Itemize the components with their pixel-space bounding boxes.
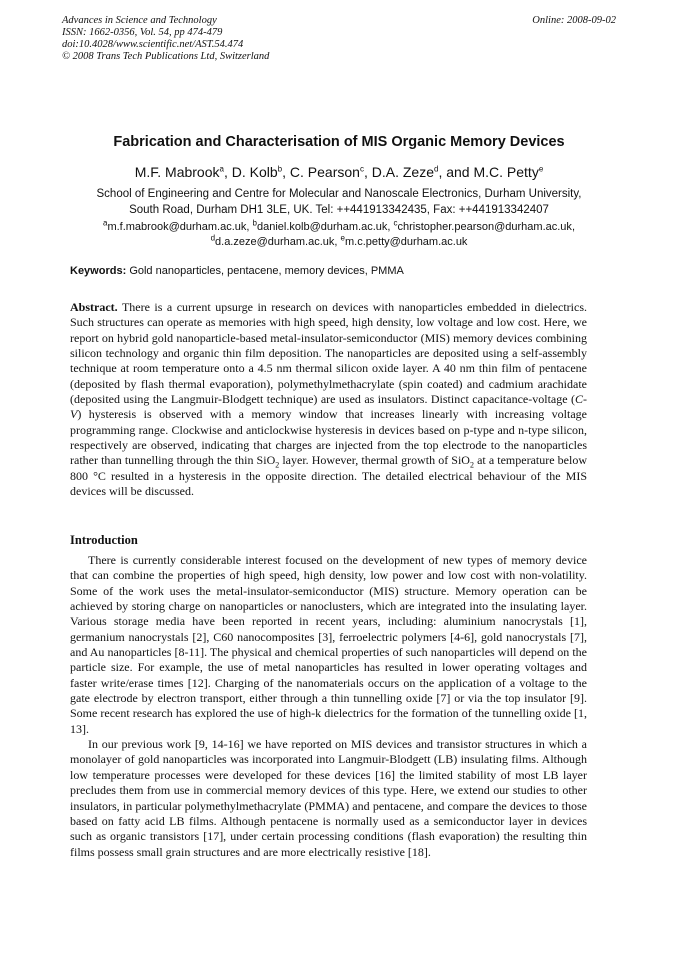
- paper-title: Fabrication and Characterisation of MIS Organic Memory Devices: [113, 134, 565, 150]
- intro-heading: Introduction: [70, 533, 138, 547]
- keywords-label: Keywords:: [70, 265, 127, 277]
- journal-header: [62, 15, 269, 63]
- introduction: [70, 553, 587, 860]
- paragraph: There is currently considerable interest focused on the development of new types of memory device that can combine the properties of high speed, high density, low power and low cost with non-volatility. Some of the work uses the metal-insulator-semiconductor (MIS) structure. Memory operation can be achieved by storing charge on nanoparticles or nanoclusters, which are integrated into the insulating layer. Various storage media have been reported in recent years, including: aluminium nanocrystals [1], germanium nanocrystals [2], C60 nanocomposites [3], ferroelectric polymers [4-6], gold nanocrystals [7], and Au nanoparticles [8-11]. The physical and chemical properties of such nanoparticles will depend on the particle size. For example, the use of metal nanoparticles has resulted in lower operating voltages and faster write/erase times [12]. Charging of the nanomaterials occurs on the application of a voltage to the gate electrode by electron transport, either through a thin tunnelling oxide [7] or via the top insulator [9]. Some recent research has explored the use of high-k dielectrics for the formation of the tunnelling oxide [1, 13].: [70, 553, 587, 736]
- copyright-line: © 2008 Trans Tech Publications Ltd, Switzerland: [62, 51, 270, 62]
- online-date: Online: 2008-09-02: [532, 15, 616, 26]
- issn-line: ISSN: 1662-0356, Vol. 54, pp 474-479: [62, 27, 223, 38]
- author-name: D.A. Zeze: [371, 164, 434, 180]
- doi-line: doi:10.4028/www.scientific.net/AST.54.474: [62, 39, 244, 50]
- author-sup: a: [219, 164, 224, 174]
- abstract: Abstract. There is a current upsurge in research on devices with nanoparticles embedded in dielectrics. Such structures can operate as memories with high speed, high density, low voltage and low cost. Here, we report on hybrid gold nanoparticle-based metal-insulator-semiconductor (MIS) memory devices combining silicon technology and organic thin film deposition. The nanoparticles are deposited using a self-assembly technique at room temperature onto a 4.5 nm thermal silicon oxide layer. A 40 nm thin film of pentacene (deposited by flash thermal evaporation), polymethylmethacrylate (spin coated) and cadmium arachidate (deposited using the Langmuir-Blodgett technique) are used as insulators. Distinct capacitance-voltage (C-V) hysteresis is observed with a memory window that increases linearly with increasing voltage programming range. Clockwise and anticlockwise hysteresis in devices based on p-type and n-type silicon, respectively are observed, indicating that charges are injected from the top electrode to the nanoparticles rather than tunnelling through the thin SiO$_2$ layer. However, thermal growth of SiO$_2$ at a temperature below 800 °C resulted in a hysteresis in the opposite direction. The detailed electrical behaviour of the MIS devices will be discussed.: [70, 300, 587, 499]
- affiliation-line: South Road, Durham DH1 3LE, UK. Tel: ++441913342435, Fax: ++441913342407: [129, 204, 549, 216]
- email-link[interactable]: daniel.kolb@durham.ac.uk: [256, 221, 388, 233]
- author-sup: d: [433, 164, 439, 174]
- email-link[interactable]: d.a.zeze@durham.ac.uk: [215, 236, 335, 248]
- author-list: M.F. Mabrook$^a$, D. Kolb$^b$, C. Pearson$^c$, D.A. Zeze$^d$, and M.C. Petty$^e$: [134, 164, 544, 180]
- affiliation-line: School of Engineering and Centre for Molecular and Nanoscale Electronics, Durham University,: [96, 188, 582, 200]
- author-sup: b: [277, 164, 283, 174]
- author-name: D. Kolb: [231, 164, 278, 180]
- email-link[interactable]: m.c.petty@durham.ac.uk: [345, 236, 468, 248]
- affiliation: [60, 186, 618, 218]
- keywords-text: Gold nanoparticles, pentacene, memory devices, PMMA: [129, 265, 404, 277]
- author-name: C. Pearson: [289, 164, 360, 180]
- keywords: [70, 265, 610, 277]
- paragraph: In our previous work [9, 14-16] we have reported on MIS devices and transistor structures in which a monolayer of gold nanoparticles was incorporated into Langmuir-Blodgett (LB) insulating films. Although low temperature processes were developed for these devices [16] the limited stability of most LB layer precludes them from use in commercial memory devices of this type. Here, we extend our studies to other insulators, in particular polymethylmethacrylate (PMMA) and pentacene, and compare the devices to those based on fatty acid LB films. Although pentacene is normally used as a semiconductor layer in devices such as organic transistors [17], under certain processing conditions (flash evaporation) the resulting thin films possess small grain structures and are more electrically resistive [18].: [70, 737, 587, 859]
- author-sup: e: [538, 164, 544, 174]
- email-link[interactable]: christopher.pearson@durham.ac.uk: [397, 221, 572, 233]
- email-link[interactable]: m.f.mabrook@durham.ac.uk: [107, 221, 247, 233]
- abstract-label: Abstract.: [70, 300, 118, 314]
- author-name: M.C. Petty: [473, 164, 539, 180]
- email-list: $^a$m.f.mabrook@durham.ac.uk, $^b$daniel.kolb@durham.ac.uk, $^c$christopher.pearson@durham.ac.uk, $^d$d.a.zeze@durham.ac.uk, $^e$m.c.petty@durham.ac.uk: [102, 218, 575, 248]
- author-name: M.F. Mabrook: [134, 164, 220, 180]
- author-sup: c: [359, 164, 364, 174]
- journal-name: Advances in Science and Technology: [62, 15, 217, 26]
